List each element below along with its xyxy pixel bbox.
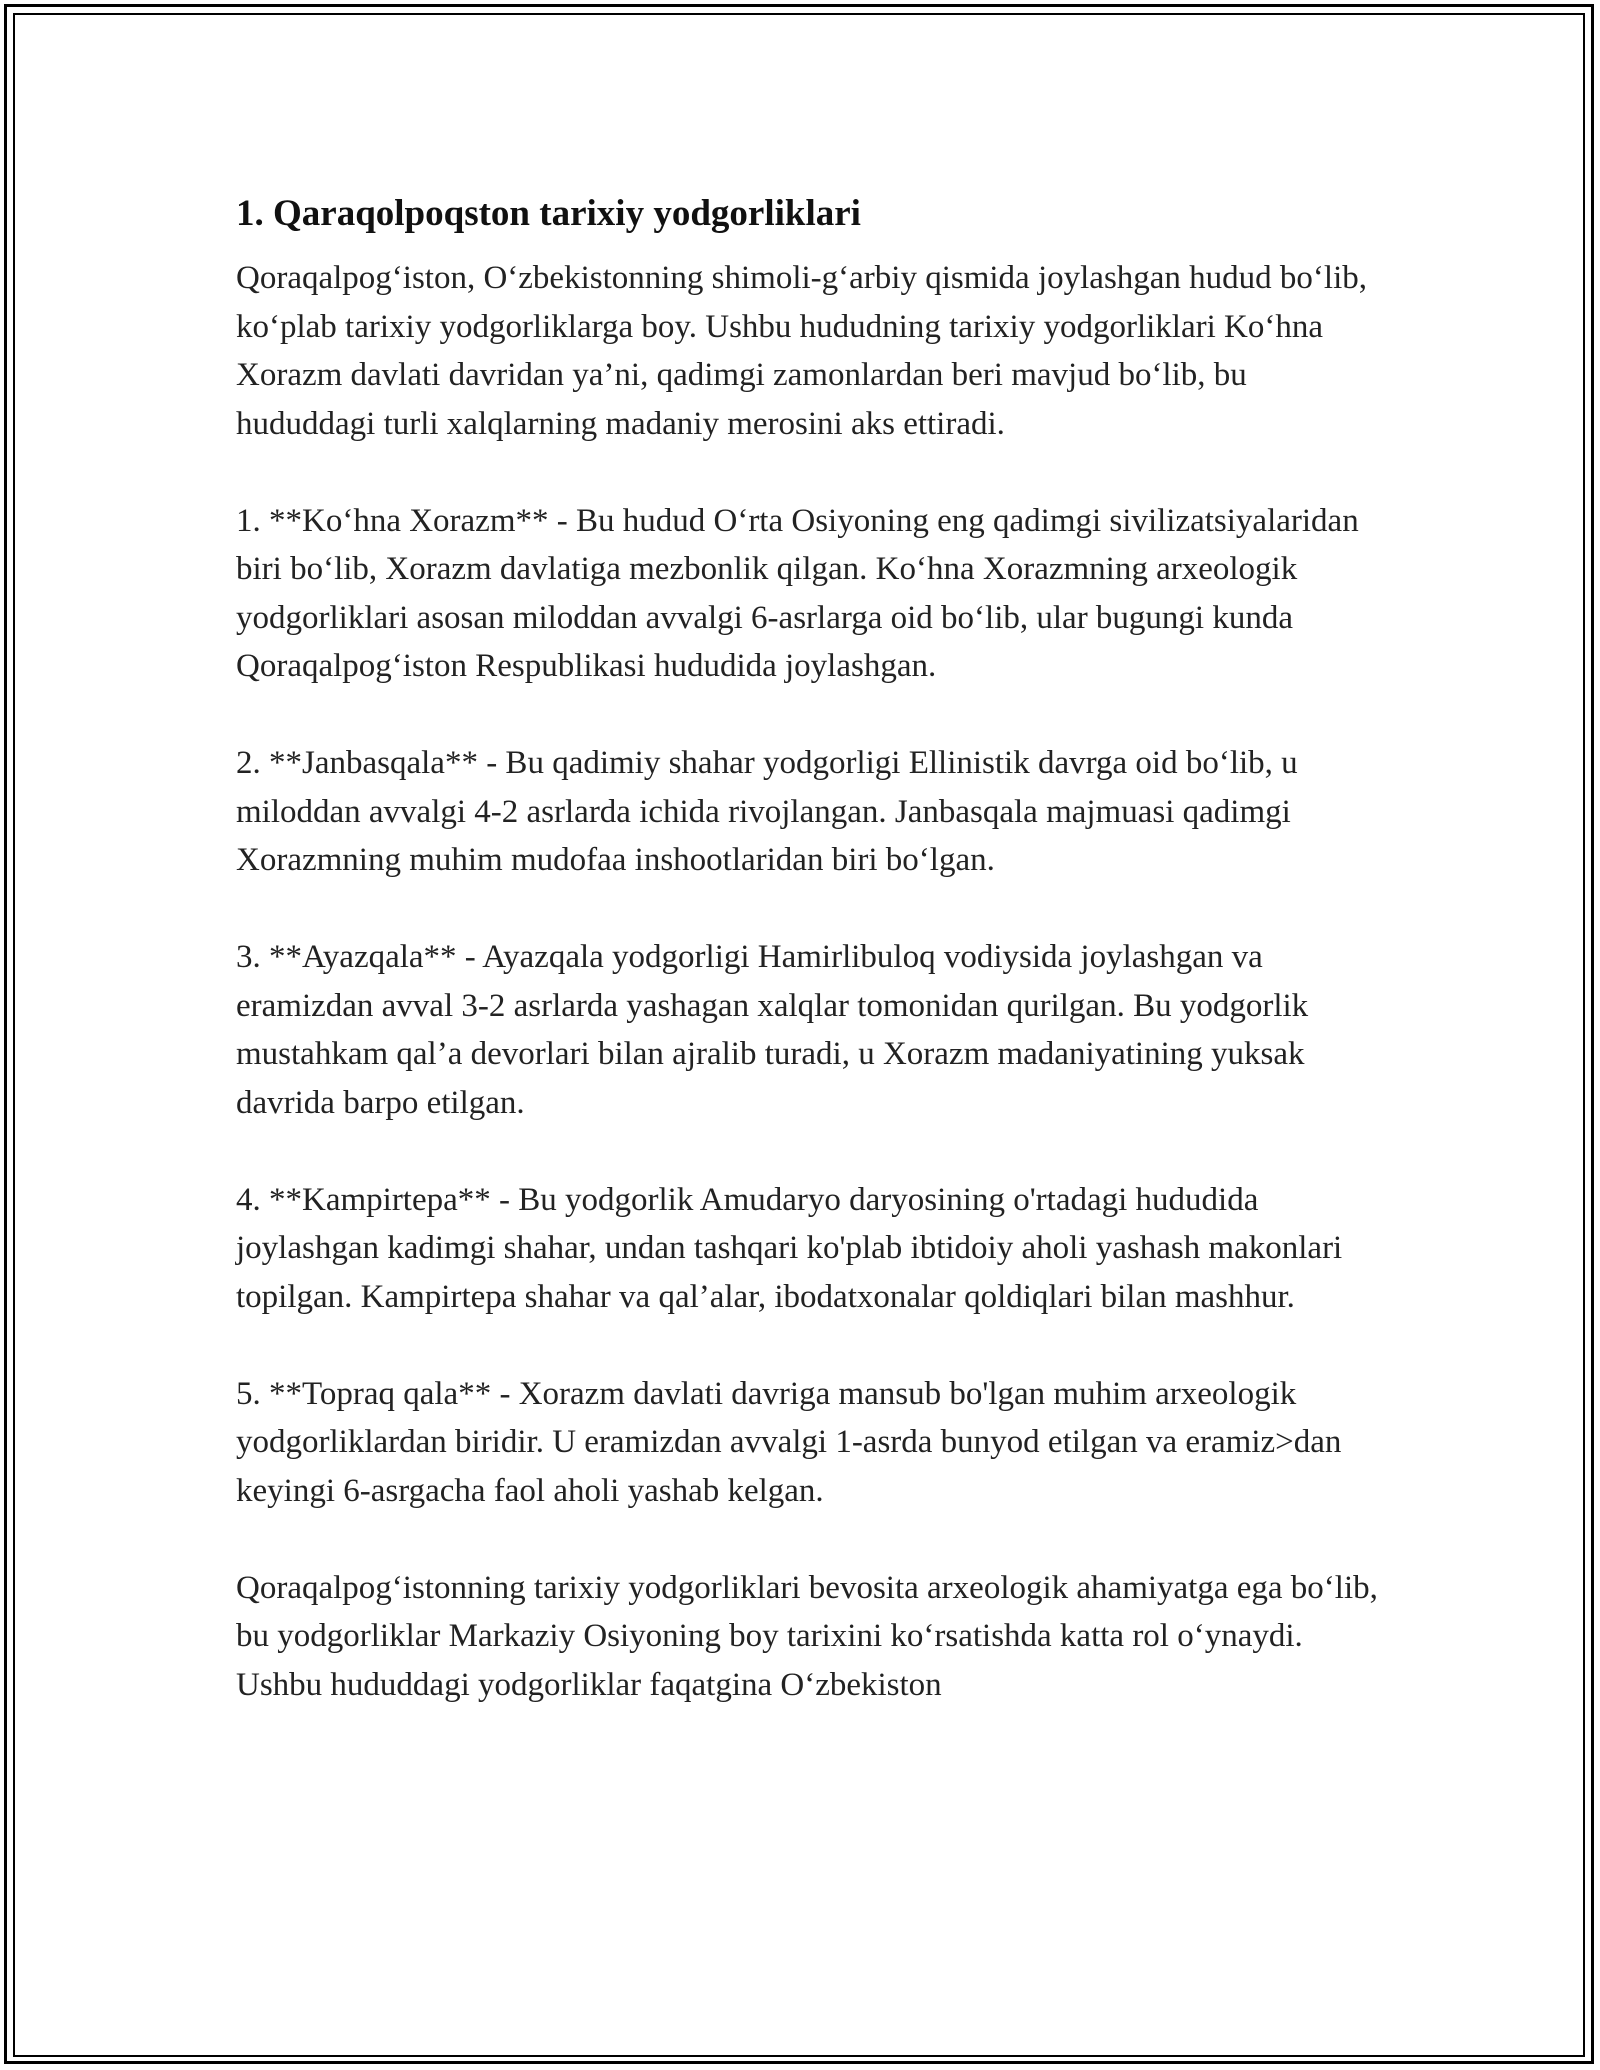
list-item-janbasqala: 2. **Janbasqala** - Bu qadimiy shahar yodgorligi Ellinistik davrga oid bo‘lib, u miloddan avvalgi 4-2 asrlarda ichida rivojlangan. Janbasqala majmuasi qadimgi Xorazmning muhim mudofaa inshootlaridan biri bo‘lgan. <box>236 745 1298 878</box>
list-item-kohna-xorazm: 1. **Ko‘hna Xorazm** - Bu hudud O‘rta Osiyoning eng qadimgi sivilizatsiyalaridan biri bo‘lib, Xorazm davlatiga mezbonlik qilgan. Ko‘hna Xorazmning arxeologik yodgorliklari asosan miloddan avvalgi 6-asrlarga oid bo‘lib, ular bugungi kunda Qoraqalpog‘iston Respublikasi hududida joylashgan. <box>236 502 1359 684</box>
section-heading: 1. Qaraqolpoqston tarixiy yodgorliklari <box>236 193 861 234</box>
intro-paragraph: Qoraqalpog‘iston, O‘zbekistonning shimoli-g‘arbiy qismida joylashgan hudud bo‘lib, ko‘plab tarixiy yodgorliklarga boy. Ushbu hududning tarixiy yodgorliklari Ko‘hna Xorazm davlati davridan ya’ni, qadimgi zamonlardan beri mavjud bo‘lib, bu hududdagi turli xalqlarning madaniy merosini aks ettiradi. <box>236 260 1368 442</box>
conclusion-paragraph: Qoraqalpog‘istonning tarixiy yodgorliklari bevosita arxeologik ahamiyatga ega bo‘lib, bu yodgorliklar Markaziy Osiyoning boy tarixini ko‘rsatishda katta rol o‘ynaydi. Ushbu hududdagi yodgorliklar faqatgina O‘zbekiston <box>236 1569 1378 1703</box>
list-item-ayazqala: 3. **Ayazqala** - Ayazqala yodgorligi Hamirlibuloq vodiysida joylashgan va eramizdan avval 3-2 asrlarda yashagan xalqlar tomonidan qurilgan. Bu yodgorlik mustahkam qal’a devorlari bilan ajralib turadi, u Xorazm madaniyatining yuksak davrida barpo etilgan. <box>236 939 1309 1121</box>
document-page <box>236 186 1386 1709</box>
list-item-topraq-qala: 5. **Topraq qala** - Xorazm davlati davriga mansub bo'lgan muhim arxeologik yodgorliklardan biridir. U eramizdan avvalgi 1-asrda bunyod etilgan va eramiz>dan keyingi 6-asrgacha faol aholi yashab kelgan. <box>236 1375 1342 1509</box>
list-item-kampirtepa: 4. **Kampirtepa** - Bu yodgorlik Amudaryo daryosining o'rtadagi hududida joylashgan kadimgi shahar, undan tashqari ko'plab ibtidoiy aholi yashash makonlari topilgan. Kampirtepa shahar va qal’alar, ibodatxonalar qoldiqlari bilan mashhur. <box>236 1181 1343 1315</box>
